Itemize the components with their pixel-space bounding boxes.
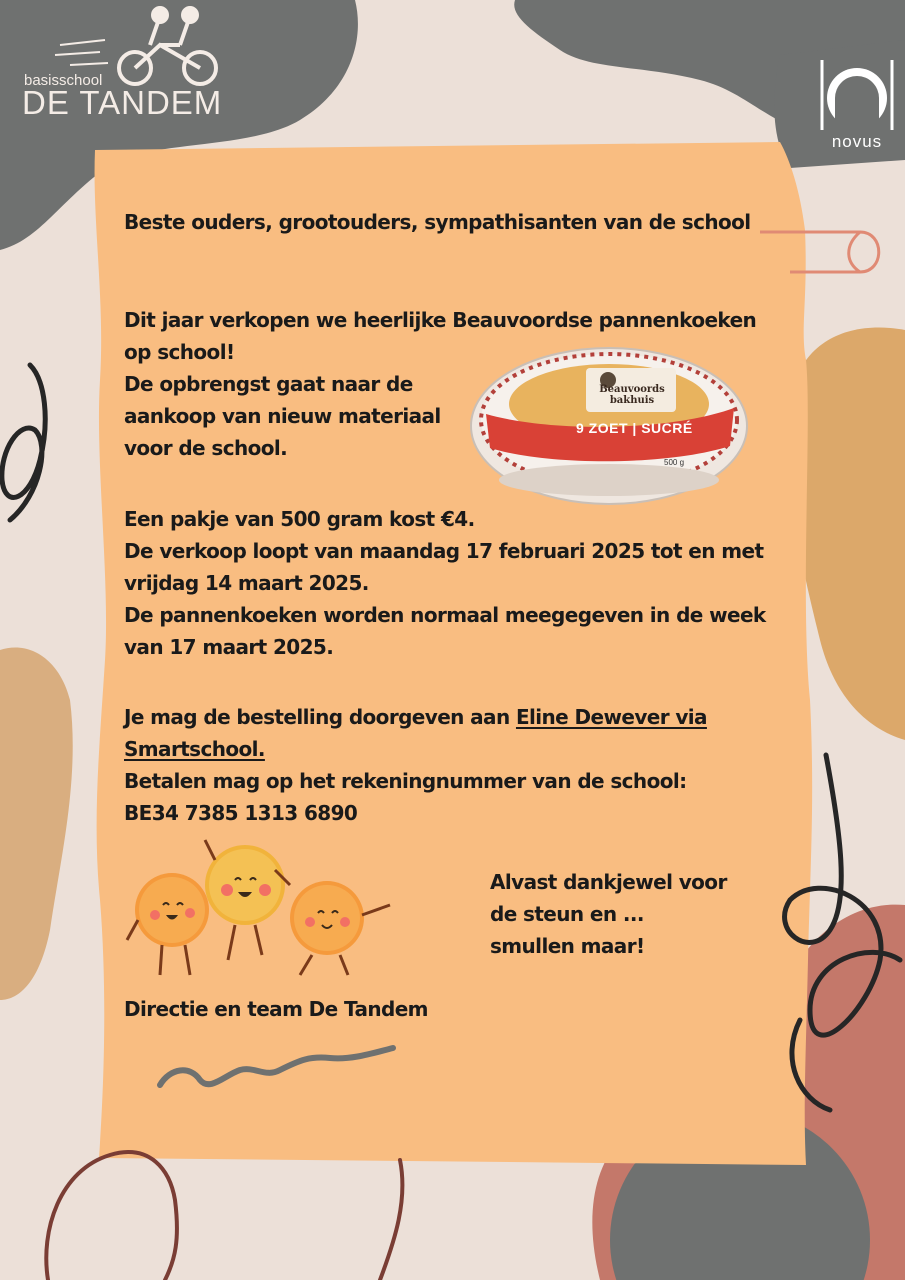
order-prefix: Je mag de bestelling doorgeven aan: [124, 705, 516, 729]
thanks-line-2: de steun en ...: [490, 902, 644, 926]
thanks-line-1: Alvast dankjewel voor: [490, 870, 727, 894]
order-paragraph: [124, 701, 774, 829]
novus-logo: [812, 58, 902, 153]
intro-line-5: voor de school.: [124, 436, 288, 460]
intro-line-2: op school!: [124, 340, 235, 364]
tan-blob-left: [0, 647, 73, 1000]
thanks-paragraph: [490, 866, 750, 962]
smartschool-link[interactable]: Smartschool.: [124, 737, 265, 761]
novus-logo-text: novus: [831, 132, 883, 151]
intro-line-4: aankoop van nieuw materiaal: [124, 404, 441, 428]
contact-link[interactable]: Eline Dewever via: [515, 705, 707, 729]
order-line-1: [124, 701, 774, 733]
intro-line-3: De opbrengst gaat naar de: [124, 372, 413, 396]
left-squiggle: [2, 365, 45, 520]
product-weight: 500 g: [664, 458, 685, 467]
bottom-outline-loop: [46, 1152, 402, 1280]
intro-line-1: Dit jaar verkopen we heerlijke Beauvoordse pannenkoeken: [124, 308, 757, 332]
signature: Directie en team De Tandem: [124, 997, 428, 1021]
thanks-line-3: smullen maar!: [490, 934, 645, 958]
school-logo: [18, 2, 238, 122]
product-brand: Beauvoords bakhuis: [599, 384, 665, 406]
details-line-5: van 17 maart 2025.: [124, 635, 334, 659]
payment-line: Betalen mag op het rekeningnummer van de school:: [124, 769, 687, 793]
order-line-2: [124, 733, 774, 765]
details-line-3: vrijdag 14 maart 2025.: [124, 571, 369, 595]
school-logo-small-text: basisschool: [24, 72, 103, 89]
details-line-1: Een pakje van 500 gram kost €4.: [124, 507, 475, 531]
iban: BE34 7385 1313 6890: [124, 801, 358, 825]
school-logo-name: DE TANDEM: [22, 84, 223, 121]
intro-paragraph: [124, 304, 764, 464]
details-line-4: De pannenkoeken worden normaal meegegeven in de week: [124, 603, 766, 627]
greeting: Beste ouders, grootouders, sympathisanten van de school: [124, 210, 751, 234]
details-paragraph: [124, 503, 774, 663]
product-label: 9 ZOET | SUCRÉ: [576, 420, 693, 436]
details-line-2: De verkoop loopt van maandag 17 februari 2025 tot en met: [124, 539, 764, 563]
